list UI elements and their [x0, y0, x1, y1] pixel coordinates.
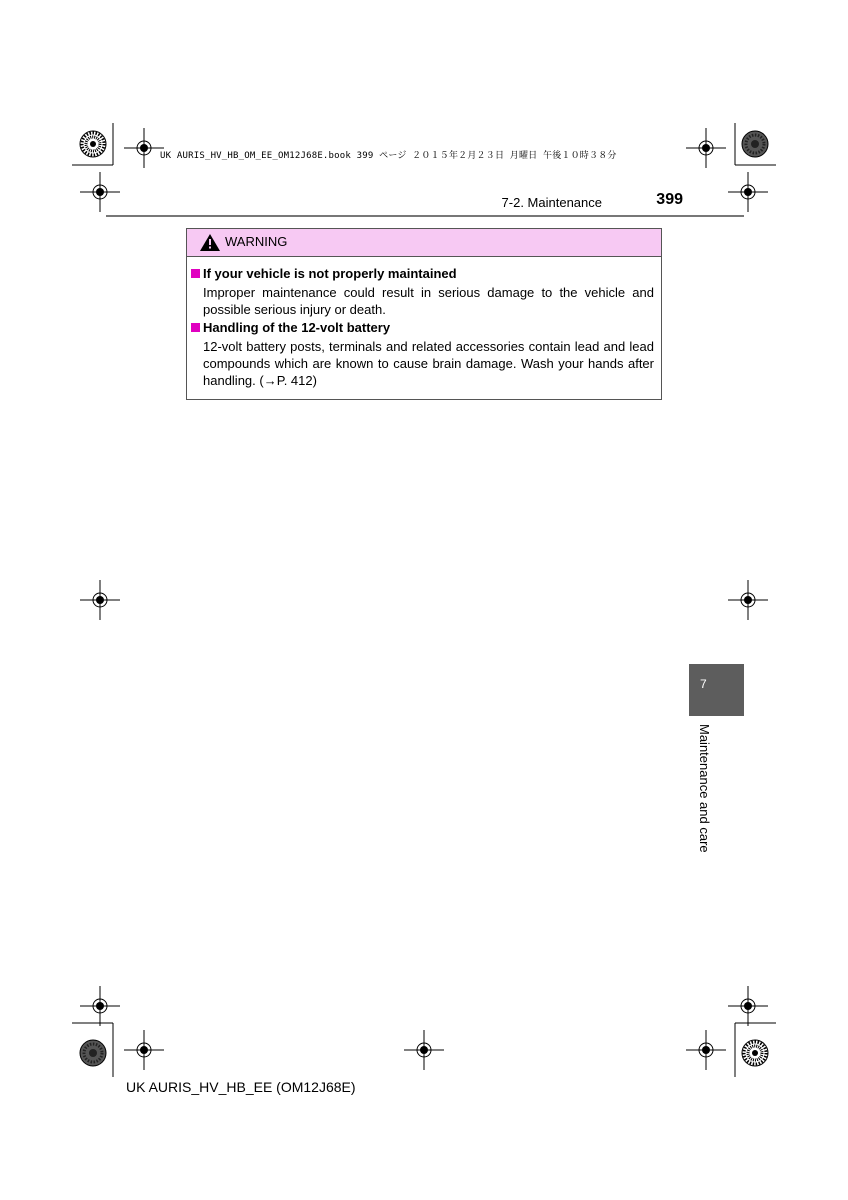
- square-bullet-icon: [191, 323, 200, 332]
- section-label: 7-2. Maintenance: [501, 195, 602, 210]
- header-rule: [106, 215, 744, 217]
- warning-header: [187, 229, 661, 257]
- print-info-line: UK AURIS_HV_HB_OM_EE_OM12J68E.book 399 ページ ２０１５年２月２３日 月曜日 午後１０時３８分: [160, 151, 617, 161]
- warning-item-body: Improper maintenance could result in serious damage to the vehicle and possible serious injury or death.: [203, 285, 654, 317]
- warning-box: [186, 228, 662, 400]
- footer-code: UK AURIS_HV_HB_EE (OM12J68E): [126, 1079, 356, 1095]
- warning-item-body: 12-volt battery posts, terminals and related accessories contain lead and lead compounds which are known to cause brain damage. Wash your hands after handling. (→P. 412): [203, 339, 654, 388]
- warning-triangle-icon: [200, 234, 220, 251]
- chapter-name: Maintenance and care: [697, 724, 712, 853]
- square-bullet-icon: [191, 269, 200, 278]
- warning-title: WARNING: [225, 234, 288, 249]
- warning-item-heading: Handling of the 12-volt battery: [191, 320, 390, 335]
- chapter-tab: [689, 664, 744, 716]
- chapter-number: 7: [700, 677, 707, 691]
- warning-item-heading: If your vehicle is not properly maintained: [191, 266, 457, 281]
- page-number: 399: [656, 191, 683, 208]
